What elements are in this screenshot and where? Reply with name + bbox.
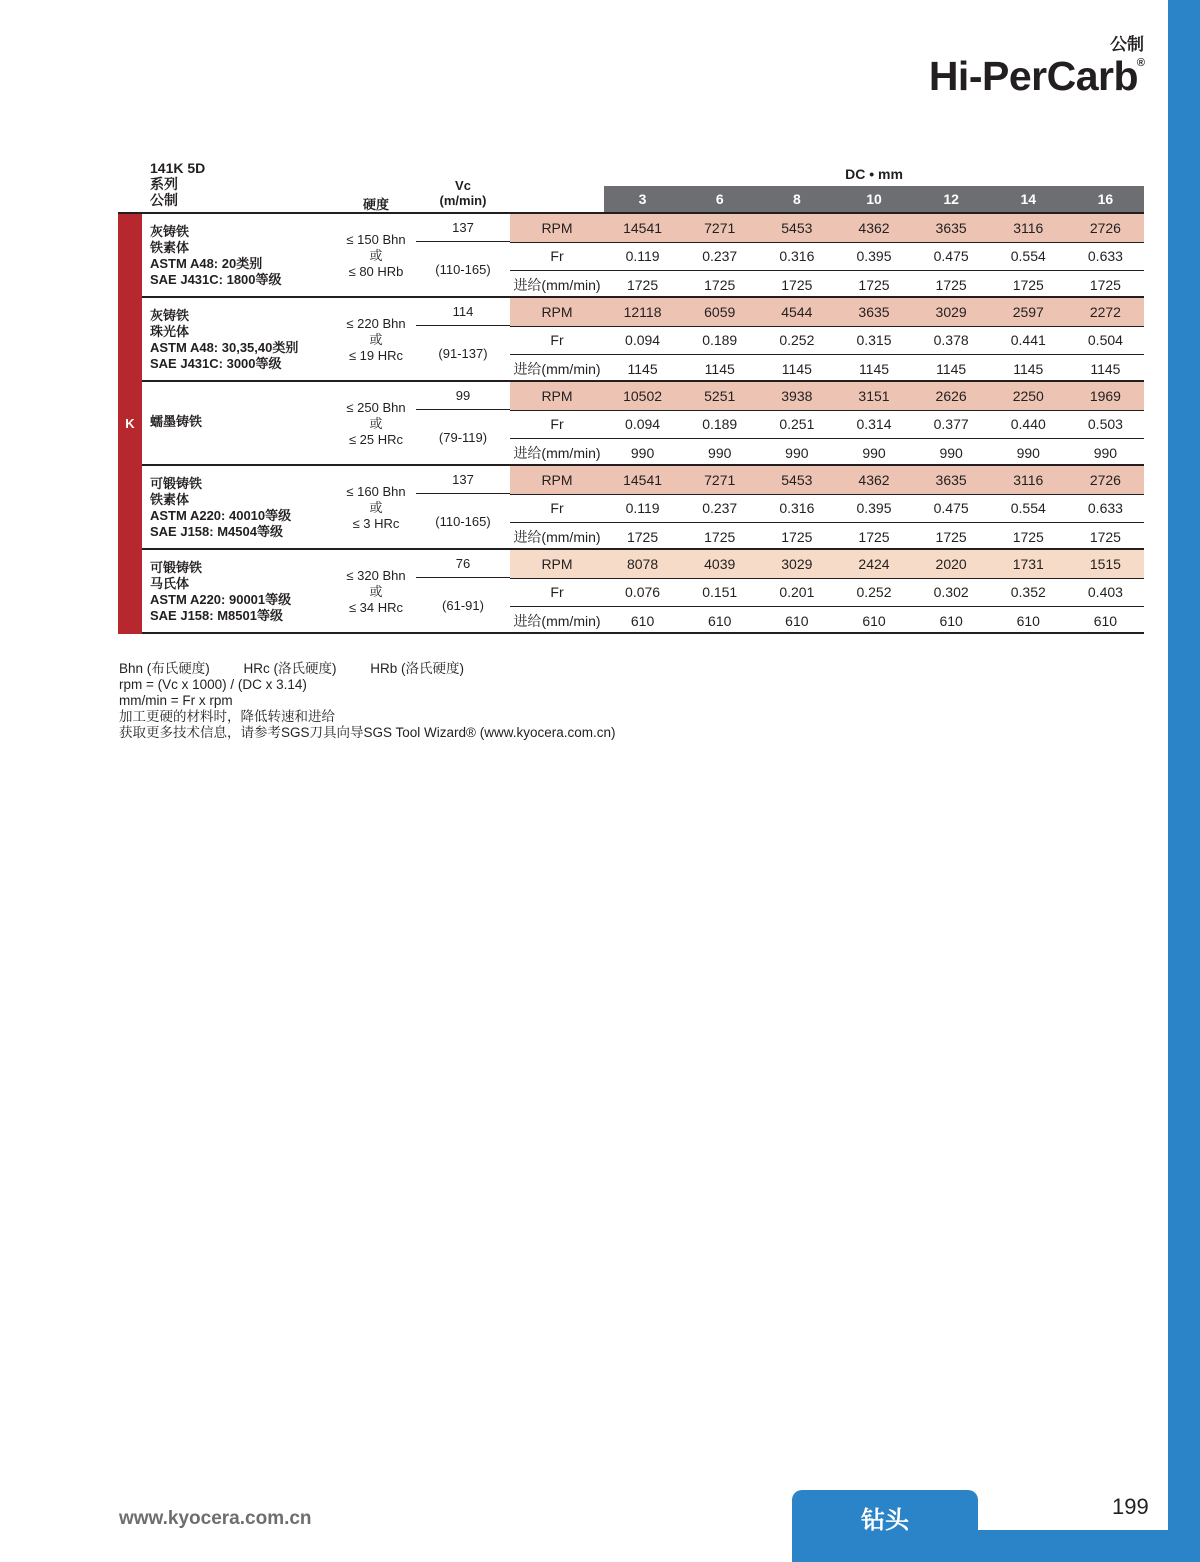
- row-label: RPM: [541, 556, 573, 572]
- table-cell: 1725: [781, 277, 813, 293]
- diameter-header-row: [604, 186, 1144, 212]
- table-cell: 5453: [781, 472, 813, 488]
- table-cell: 0.094: [625, 416, 661, 432]
- table-cell: 3116: [1013, 220, 1044, 236]
- table-cell: 1145: [936, 361, 967, 377]
- feed-rate-row: [510, 270, 1144, 296]
- table-cell: 0.189: [702, 332, 738, 348]
- table-cell: 1145: [704, 361, 735, 377]
- table-cell: 3029: [935, 304, 967, 320]
- table-cell: 610: [785, 613, 809, 629]
- table-cell: 4039: [704, 556, 736, 572]
- material-group: [142, 550, 1144, 634]
- brand-title: Hi-PerCarb: [928, 53, 1138, 99]
- diameter-header-cell: 8: [792, 191, 801, 207]
- table-cell: 1731: [1012, 556, 1044, 572]
- material-name: [150, 224, 282, 288]
- vc-divider: [416, 577, 510, 578]
- material-line: ASTM A220: 40010等级: [150, 508, 292, 523]
- hardness-range: [338, 568, 414, 616]
- row-label: RPM: [541, 220, 573, 236]
- table-cell: 14541: [623, 472, 663, 488]
- table-cell: 0.119: [625, 500, 660, 516]
- page-number: 199: [1112, 1494, 1149, 1519]
- footer-url: www.kyocera.com.cn: [119, 1508, 312, 1529]
- hardness-line: ≤ 34 HRc: [348, 600, 404, 615]
- table-cell: 0.252: [779, 332, 815, 348]
- material-line: 可锻铸铁: [150, 476, 203, 491]
- feed-per-rev-row: [510, 326, 1144, 354]
- material-line: 灰铸铁: [150, 224, 190, 239]
- table-cell: 1145: [1090, 361, 1121, 377]
- hardness-line: ≤ 3 HRc: [352, 516, 400, 531]
- table-cell: 0.378: [933, 332, 969, 348]
- material-group: [142, 382, 1144, 466]
- feed-rate-row: [510, 522, 1144, 548]
- material-group-letter: K: [125, 416, 135, 431]
- series-label: 系列: [150, 176, 178, 192]
- table-cell: 3938: [781, 388, 813, 404]
- table-cell: 0.395: [856, 248, 892, 264]
- material-line: 铁素体: [150, 240, 190, 255]
- table-cell: 4362: [858, 472, 890, 488]
- material-line: ASTM A48: 20类别: [150, 256, 263, 271]
- table-cell: 3116: [1013, 472, 1044, 488]
- table-cell: 3635: [935, 220, 967, 236]
- row-label: Fr: [550, 584, 564, 600]
- table-cell: 1725: [935, 529, 967, 545]
- material-line: SAE J158: M8501等级: [150, 608, 283, 623]
- material-line: ASTM A220: 90001等级: [150, 592, 292, 607]
- material-group: [142, 298, 1144, 382]
- table-cell: 0.119: [625, 248, 660, 264]
- vc-value: 137: [452, 472, 474, 487]
- table-cell: 8078: [626, 556, 659, 572]
- vc-divider: [416, 325, 510, 326]
- unit-label: 公制: [150, 192, 178, 208]
- material-line: 蠕墨铸铁: [150, 414, 203, 429]
- vc-range: (79-119): [438, 430, 488, 445]
- table-cell: 5453: [781, 220, 813, 236]
- note-line: mm/min = Fr x rpm: [119, 693, 233, 708]
- table-cell: 610: [939, 613, 963, 629]
- diameter-header-cell: 12: [943, 191, 959, 207]
- row-label: RPM: [541, 304, 573, 320]
- vc-value: 76: [455, 556, 471, 571]
- material-line: SAE J431C: 1800等级: [150, 272, 282, 287]
- table-cell: 1725: [858, 529, 890, 545]
- vc-range: (91-137): [438, 346, 488, 361]
- material-line: SAE J431C: 3000等级: [150, 356, 282, 371]
- table-cell: 1725: [781, 529, 813, 545]
- table-cell: 2424: [858, 556, 890, 572]
- registered-mark: ®: [1136, 57, 1145, 69]
- vc-value: 114: [452, 304, 474, 319]
- vc-divider: [416, 241, 510, 242]
- diameter-header-cell: 3: [638, 191, 647, 207]
- table-cell: 4362: [858, 220, 890, 236]
- hardness-line: 或: [369, 500, 383, 515]
- table-cell: 0.315: [856, 332, 892, 348]
- note-line: 加工更硬的材料时，降低转速和进给: [119, 709, 335, 724]
- table-cell: 0.403: [1087, 584, 1123, 600]
- table-cell: 990: [630, 445, 655, 461]
- table-cell: 14541: [623, 220, 663, 236]
- note-abbrev: Bhn (布氏硬度): [119, 661, 210, 676]
- table-cell: 990: [785, 445, 809, 461]
- table-cell: 990: [862, 445, 886, 461]
- material-group: [142, 466, 1144, 550]
- vc-value: 137: [452, 220, 474, 235]
- table-cell: 0.554: [1010, 248, 1046, 264]
- feed-per-rev-row: [510, 410, 1144, 438]
- diameter-header-cell: 16: [1097, 191, 1114, 207]
- table-cell: 2020: [935, 556, 967, 572]
- series-header: [150, 160, 205, 208]
- note-line: rpm = (Vc x 1000) / (DC x 3.14): [119, 677, 307, 692]
- table-cell: 3635: [935, 472, 967, 488]
- feed-rate-row: [510, 606, 1144, 632]
- hardness-header: 硬度: [362, 197, 389, 212]
- vc-divider: [416, 409, 510, 410]
- table-cell: 7271: [704, 472, 736, 488]
- table-cell: 3029: [781, 556, 813, 572]
- metric-label: 公制: [1110, 35, 1144, 54]
- row-label: Fr: [550, 500, 564, 516]
- row-label: 进给(mm/min): [513, 529, 601, 545]
- table-cell: 0.314: [856, 416, 892, 432]
- table-cell: 12118: [623, 304, 662, 320]
- material-line: 可锻铸铁: [150, 560, 203, 575]
- hardness-line: ≤ 220 Bhn: [346, 316, 406, 331]
- material-line: SAE J158: M4504等级: [150, 524, 283, 539]
- dc-header: DC • mm: [845, 166, 903, 182]
- table-cell: 1725: [626, 529, 659, 545]
- hardness-line: ≤ 25 HRc: [348, 432, 404, 447]
- material-name: [150, 560, 291, 624]
- hardness-line: 或: [369, 584, 383, 599]
- table-cell: 0.076: [625, 584, 661, 600]
- table-cell: 990: [1093, 445, 1118, 461]
- vc-header-unit: (m/min): [439, 193, 487, 208]
- vc-range: (110-165): [435, 262, 491, 277]
- row-label: 进给(mm/min): [513, 277, 601, 293]
- rpm-row: [510, 550, 1144, 578]
- table-cell: 0.441: [1010, 332, 1046, 348]
- table-cell: 0.503: [1087, 416, 1123, 432]
- material-line: 灰铸铁: [150, 308, 190, 323]
- table-cell: 0.302: [933, 584, 969, 600]
- row-label: RPM: [541, 388, 573, 404]
- table-cell: 1145: [627, 361, 658, 377]
- row-label: 进给(mm/min): [513, 613, 601, 629]
- table-cell: 1145: [858, 361, 890, 377]
- table-cell: 0.201: [779, 584, 815, 600]
- hardness-range: [338, 400, 414, 448]
- table-cell: 0.352: [1010, 584, 1046, 600]
- table-cell: 0.316: [779, 248, 815, 264]
- table-cell: 0.377: [933, 416, 969, 432]
- table-cell: 990: [1016, 445, 1040, 461]
- abbrev-line: [119, 661, 616, 677]
- table-cell: 610: [630, 613, 655, 629]
- table-cell: 3151: [858, 388, 890, 404]
- hardness-line: ≤ 80 HRb: [348, 264, 404, 279]
- feed-per-rev-row: [510, 578, 1144, 606]
- table-cell: 0.251: [779, 416, 815, 432]
- table-cell: 0.633: [1087, 248, 1123, 264]
- table-cell: 0.475: [933, 248, 969, 264]
- table-cell: 0.475: [933, 500, 969, 516]
- row-label: 进给(mm/min): [513, 361, 601, 377]
- table-cell: 6059: [704, 304, 736, 320]
- table-cell: 0.504: [1087, 332, 1123, 348]
- hardness-line: ≤ 250 Bhn: [346, 400, 406, 415]
- hardness-line: ≤ 150 Bhn: [346, 232, 406, 247]
- table-cell: 990: [939, 445, 963, 461]
- vc-header: [418, 178, 508, 208]
- table-cell: 0.633: [1087, 500, 1123, 516]
- table-cell: 0.237: [702, 500, 738, 516]
- table-cell: 0.094: [625, 332, 661, 348]
- section-tab-label: 钻头: [861, 1507, 909, 1534]
- table-cell: 610: [708, 613, 732, 629]
- table-cell: 610: [1016, 613, 1040, 629]
- table-cell: 0.316: [779, 500, 815, 516]
- note-abbrev: HRc (洛氏硬度): [243, 661, 337, 676]
- hardness-range: [338, 232, 414, 280]
- series-code: 141K 5D: [150, 160, 206, 176]
- note-line: 获取更多技术信息，请参考SGS刀具向导SGS Tool Wizard® (www.kyocera.com.cn): [119, 725, 616, 740]
- vc-header-title: Vc: [455, 178, 471, 193]
- rpm-row: [510, 466, 1144, 494]
- vc-divider: [416, 493, 510, 494]
- table-cell: 610: [862, 613, 886, 629]
- table-cell: 0.395: [856, 500, 892, 516]
- table-cell: 1145: [781, 361, 812, 377]
- material-line: ASTM A48: 30,35,40类别: [150, 340, 299, 355]
- table-cell: 990: [708, 445, 732, 461]
- row-label: Fr: [550, 248, 564, 264]
- feed-rate-row: [510, 354, 1144, 380]
- table-cell: 7271: [704, 220, 736, 236]
- table-cell: 0.252: [856, 584, 892, 600]
- table-cell: 0.237: [702, 248, 738, 264]
- table-cell: 0.554: [1010, 500, 1046, 516]
- vc-range: (61-91): [442, 598, 484, 613]
- row-label: Fr: [550, 416, 564, 432]
- table-cell: 1725: [704, 277, 736, 293]
- row-label: RPM: [541, 472, 573, 488]
- table-cell: 1515: [1089, 556, 1121, 572]
- group-divider: [142, 632, 1144, 634]
- table-cell: 1725: [1012, 529, 1044, 545]
- table-cell: 2597: [1012, 304, 1044, 320]
- table-cell: 1725: [1089, 277, 1121, 293]
- note-abbrev: HRb (洛氏硬度): [370, 661, 465, 676]
- hardness-line: ≤ 160 Bhn: [346, 484, 406, 499]
- table-cell: 1725: [935, 277, 967, 293]
- diameter-header-cell: 10: [866, 191, 882, 207]
- hardness-line: ≤ 320 Bhn: [346, 568, 406, 583]
- row-label: 进给(mm/min): [513, 445, 601, 461]
- material-line: 铁素体: [150, 492, 190, 507]
- hardness-range: [338, 484, 414, 532]
- footnotes: [119, 661, 616, 741]
- material-line: 马氏体: [150, 576, 190, 591]
- table-cell: 5251: [704, 388, 736, 404]
- table-cell: 1725: [626, 277, 659, 293]
- table-cell: 1725: [704, 529, 736, 545]
- table-cell: 0.151: [702, 584, 738, 600]
- table-cell: 0.440: [1010, 416, 1046, 432]
- table-cell: 2726: [1089, 472, 1121, 488]
- table-cell: 2272: [1089, 304, 1121, 320]
- table-cell: 1725: [1089, 529, 1121, 545]
- vc-range: (110-165): [435, 514, 491, 529]
- rpm-row: [510, 298, 1144, 326]
- vc-value: 99: [455, 388, 471, 403]
- diameter-header-cell: 14: [1020, 191, 1037, 207]
- feed-per-rev-row: [510, 242, 1144, 270]
- table-cell: 2250: [1012, 388, 1044, 404]
- hardness-range: [338, 316, 414, 364]
- material-line: 珠光体: [150, 324, 190, 339]
- material-group: [142, 214, 1144, 298]
- feed-rate-row: [510, 438, 1144, 464]
- table-cell: 0.189: [702, 416, 738, 432]
- side-accent-bar: [1168, 0, 1200, 1562]
- feed-per-rev-row: [510, 494, 1144, 522]
- rpm-row: [510, 382, 1144, 410]
- table-cell: 1725: [858, 277, 890, 293]
- material-name: [150, 308, 298, 372]
- hardness-line: 或: [369, 416, 383, 431]
- row-label: Fr: [550, 332, 564, 348]
- material-name: [150, 476, 291, 540]
- table-cell: 10502: [623, 388, 663, 404]
- table-cell: 1145: [1013, 361, 1044, 377]
- hardness-line: 或: [369, 248, 383, 263]
- table-cell: 2726: [1089, 220, 1121, 236]
- rpm-row: [510, 214, 1144, 242]
- diameter-header-cell: 6: [715, 191, 724, 207]
- table-cell: 3635: [858, 304, 890, 320]
- table-cell: 1969: [1089, 388, 1121, 404]
- table-cell: 2626: [935, 388, 967, 404]
- table-cell: 610: [1093, 613, 1118, 629]
- hardness-line: ≤ 19 HRc: [348, 348, 404, 363]
- table-cell: 4544: [781, 304, 813, 320]
- material-name: [150, 414, 202, 430]
- table-cell: 1725: [1012, 277, 1044, 293]
- hardness-line: 或: [369, 332, 383, 347]
